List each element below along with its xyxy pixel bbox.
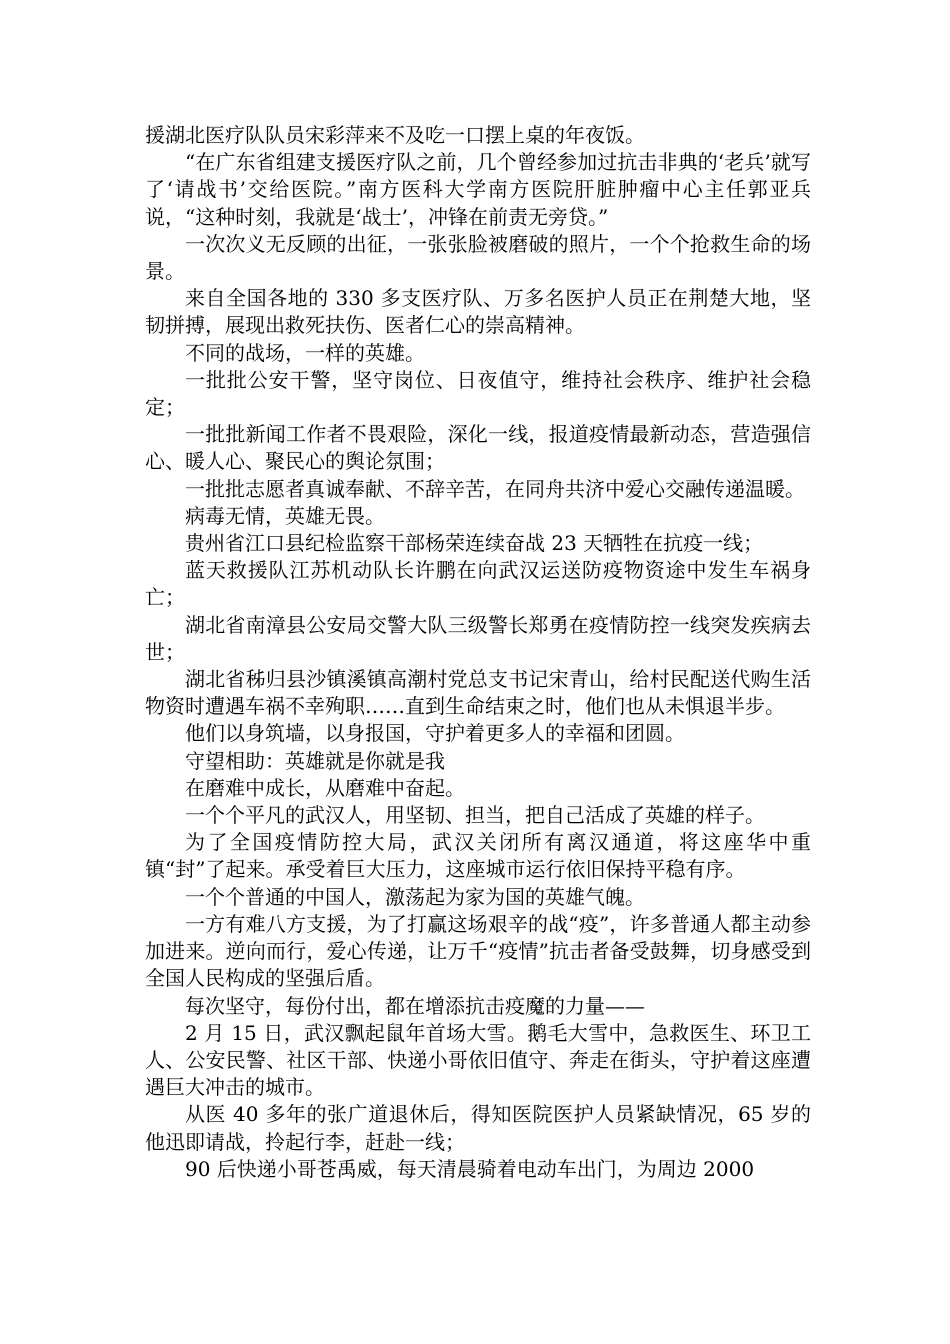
paragraph: 一个个普通的中国人，激荡起为家为国的英雄气魄。 bbox=[185, 884, 645, 909]
paragraph: 一批批志愿者真诚奉献、不辞辛苦，在同舟共济中爱心交融传递温暖。 bbox=[185, 476, 805, 501]
paragraph: 一方有难八方支援，为了打赢这场艰辛的战“疫”，许多普通人都主动参加进来。逆向而行，爱心传递，让万千“疫情”抗击者备受鼓舞，切身感受到全国人民构成的坚强后盾。 bbox=[145, 911, 811, 991]
paragraph: 一个个平凡的武汉人，用坚韧、担当，把自己活成了英雄的样子。 bbox=[185, 803, 765, 828]
section-heading: 守望相助：英雄就是你就是我 bbox=[185, 748, 445, 773]
paragraph: 来自全国各地的 330 多支医疗队、万多名医护人员正在荆楚大地，坚韧拼搏，展现出救死扶伤、医者仁心的崇高精神。 bbox=[145, 286, 811, 338]
paragraph: 他们以身筑墙，以身报国，守护着更多人的幸福和团圆。 bbox=[185, 721, 685, 746]
paragraph: 病毒无情，英雄无畏。 bbox=[185, 503, 385, 528]
paragraph: 在磨难中成长，从磨难中奋起。 bbox=[185, 775, 465, 800]
paragraph: 一批批公安干警，坚守岗位、日夜值守，维持社会秩序、维护社会稳定； bbox=[145, 367, 811, 420]
paragraph: 不同的战场，一样的英雄。 bbox=[185, 340, 425, 365]
paragraph: 蓝天救援队江苏机动队长许鹏在向武汉运送防疫物资途中发生车祸身亡； bbox=[145, 558, 811, 610]
paragraph: 贵州省江口县纪检监察干部杨荣连续奋战 23 天牺牲在抗疫一线； bbox=[185, 531, 764, 556]
paragraph: 一批批新闻工作者不畏艰险，深化一线，报道疫情最新动态，营造强信心、暖人心、聚民心的舆论氛围； bbox=[145, 422, 811, 474]
paragraph: 90 后快递小哥苍禹威，每天清晨骑着电动车出门，为周边 2000 bbox=[185, 1156, 755, 1181]
paragraph: 2 月 15 日，武汉飘起鼠年首场大雪。鹅毛大雪中，急救医生、环卫工人、公安民警、社区干部、快递小哥依旧值守、奔走在街头，守护着这座遭遇巨大冲击的城市。 bbox=[145, 1020, 811, 1100]
paragraph: 每次坚守，每份付出，都在增添抗击疫魔的力量—— bbox=[185, 993, 645, 1018]
paragraph: 湖北省南漳县公安局交警大队三级警长郑勇在疫情防控一线突发疾病去世； bbox=[145, 612, 811, 664]
paragraph-continuation: 援湖北医疗队队员宋彩萍来不及吃一口摆上桌的年夜饭。 bbox=[145, 123, 645, 147]
paragraph: 一次次义无反顾的出征，一张张脸被磨破的照片，一个个抢救生命的场景。 bbox=[145, 231, 811, 284]
paragraph: “在广东省组建支援医疗队之前，几个曾经参加过抗击非典的‘老兵’就写了‘请战书’交给医院。”南方医科大学南方医院肝脏肿瘤中心主任郭亚兵说，“这种时刻，我就是‘战士’，冲锋在前责无旁贷。” bbox=[145, 150, 811, 229]
paragraph: 为了全国疫情防控大局，武汉关闭所有离汉通道，将这座华中重镇“封”了起来。承受着巨大压力，这座城市运行依旧保持平稳有序。 bbox=[145, 830, 811, 882]
paragraph: 从医 40 多年的张广道退休后，得知医院医护人员紧缺情况，65 岁的他迅即请战，拎起行李，赶赴一线； bbox=[145, 1102, 811, 1154]
document-page bbox=[145, 122, 811, 1183]
paragraph: 湖北省秭归县沙镇溪镇高潮村党总支书记宋青山，给村民配送代购生活物资时遭遇车祸不幸殉职……直到生命结束之时，他们也从未惧退半步。 bbox=[145, 667, 811, 719]
